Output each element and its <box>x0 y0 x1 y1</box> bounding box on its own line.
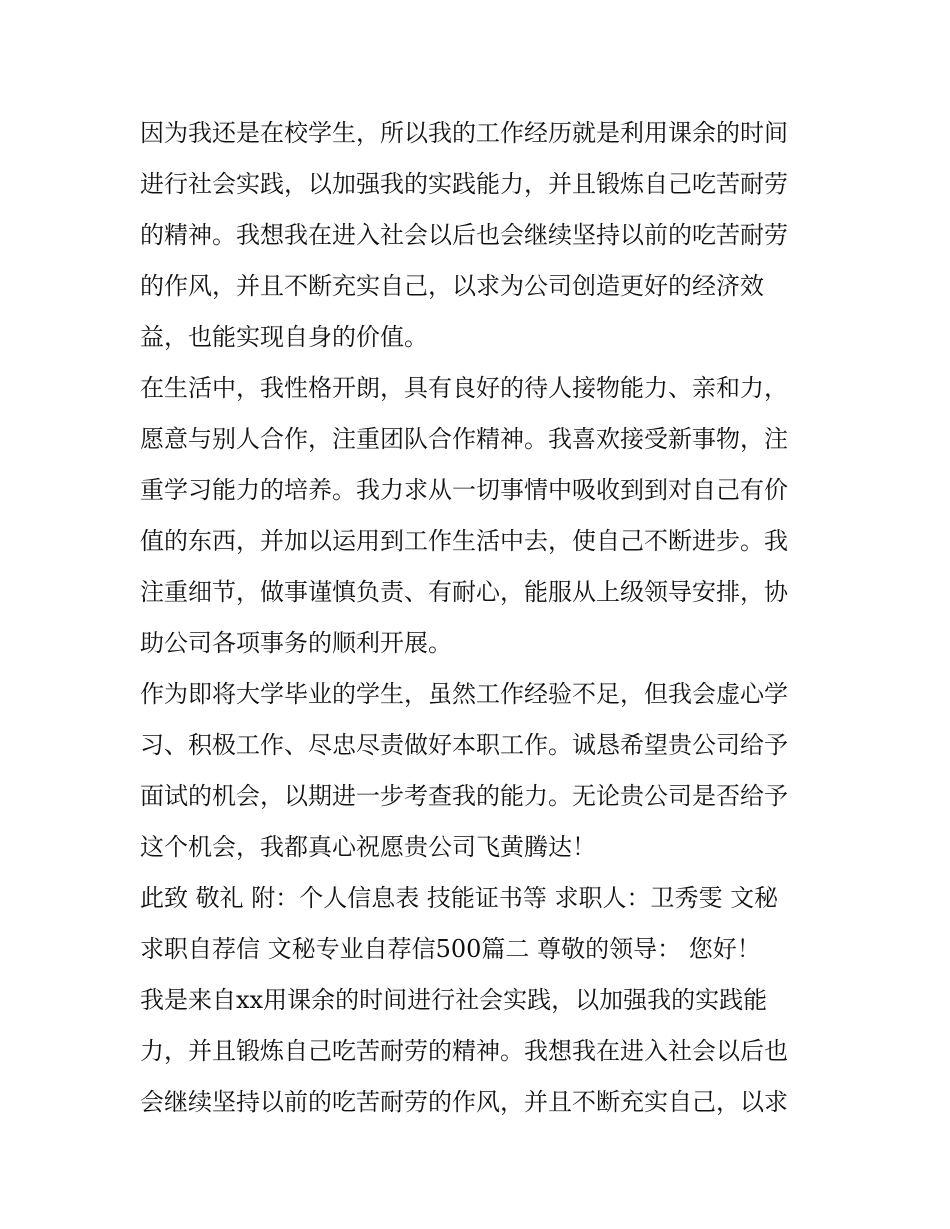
text-line: 在生活中，我性格开朗，具有良好的待人接物能力、亲和力， <box>140 374 788 402</box>
text-line: 因为我还是在校学生，所以我的工作经历就是利用课余的时间 <box>140 119 788 147</box>
text-line: 重学习能力的培养。我力求从一切事情中吸收到到对自己有价 <box>140 476 788 504</box>
text-line: 助公司各项事务的顺利开展。 <box>140 629 452 657</box>
text-line: 此致 敬礼 附：个人信息表 技能证书等 求职人：卫秀雯 文秘 <box>140 884 779 912</box>
document-body <box>140 108 820 1128</box>
text-line: 的精神。我想我在进入社会以后也会继续坚持以前的吃苦耐劳 <box>140 221 788 249</box>
text-line: 这个机会，我都真心祝愿贵公司飞黄腾达！ <box>140 833 596 861</box>
text-line: 我是来自xx用课余的时间进行社会实践，以加强我的实践能 <box>140 986 768 1014</box>
text-line: 愿意与别人合作，注重团队合作精神。我喜欢接受新事物，注 <box>140 425 788 453</box>
text-line: 面试的机会，以期进一步考查我的能力。无论贵公司是否给予 <box>140 782 788 810</box>
text-line: 力，并且锻炼自己吃苦耐劳的精神。我想我在进入社会以后也 <box>140 1037 788 1065</box>
text-line: 习、积极工作、尽忠尽责做好本职工作。诚恳希望贵公司给予 <box>140 731 788 759</box>
text-line: 的作风，并且不断充实自己，以求为公司创造更好的经济效 <box>140 272 764 300</box>
text-line: 注重细节，做事谨慎负责、有耐心，能服从上级领导安排，协 <box>140 578 788 606</box>
text-line: 会继续坚持以前的吃苦耐劳的作风，并且不断充实自己，以求 <box>140 1088 788 1116</box>
text-line: 求职自荐信 文秘专业自荐信500篇二 尊敬的领导： 您好！ <box>140 935 761 963</box>
text-line: 进行社会实践，以加强我的实践能力，并且锻炼自己吃苦耐劳 <box>140 170 788 198</box>
text-line: 作为即将大学毕业的学生，虽然工作经验不足，但我会虚心学 <box>140 680 788 708</box>
text-line: 值的东西，并加以运用到工作生活中去，使自己不断进步。我 <box>140 527 788 555</box>
text-line: 益，也能实现自身的价值。 <box>140 323 428 351</box>
